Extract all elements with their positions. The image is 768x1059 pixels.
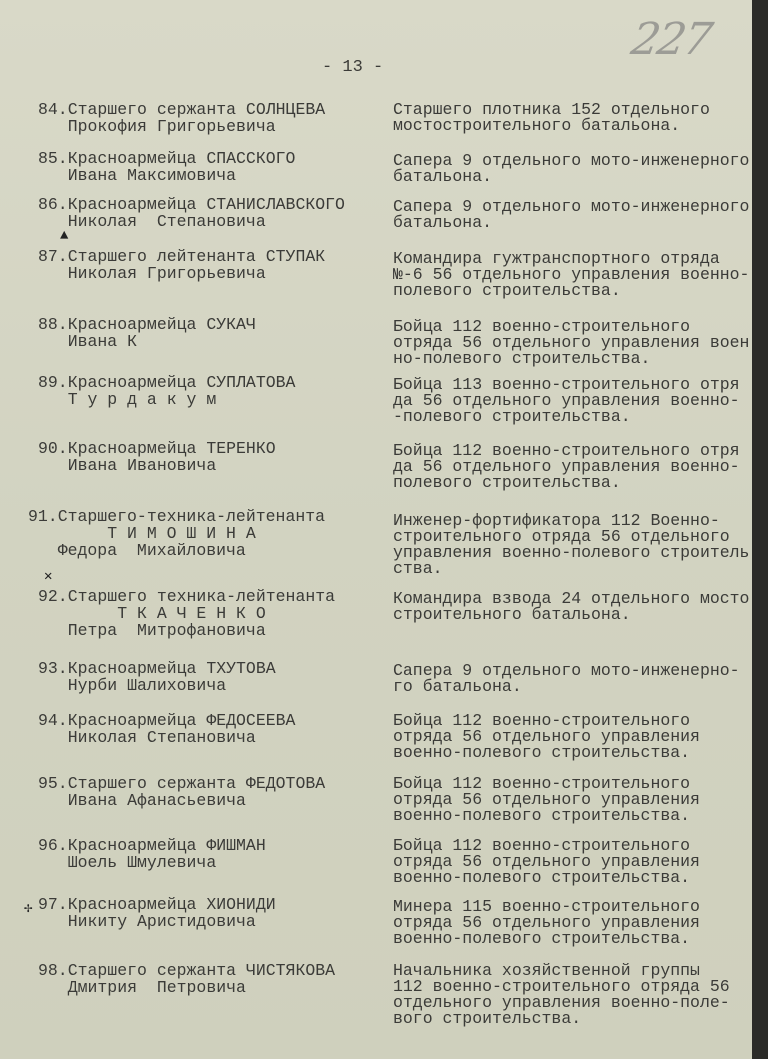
recipient-position: Бойца 112 военно-строительного (393, 317, 691, 336)
recipient-rank-surname: 87.Старшего лейтенанта СТУПАК (38, 247, 326, 266)
recipient-position: полевого строительства. (393, 281, 621, 300)
recipient-position: Командира взвода 24 отдельного мосто (393, 589, 750, 608)
recipient-name: Т у р д а к у м (38, 390, 217, 409)
recipient-position: строительного батальона. (393, 605, 631, 624)
recipient-rank-surname: 97.Красноармейца ХИОНИДИ (38, 895, 276, 914)
recipient-position: батальона. (393, 213, 493, 232)
recipient-position: строительного отряда 56 отдельного (393, 527, 730, 546)
recipient-rank-surname: 85.Красноармейца СПАССКОГО (38, 149, 296, 168)
recipient-position: военно-полевого строительства. (393, 868, 691, 887)
recipient-rank-surname: 98.Старшего сержанта ЧИСТЯКОВА (38, 961, 336, 980)
recipient-position: полевого строительства. (393, 473, 621, 492)
recipient-name: Прокофия Григорьевича (38, 117, 276, 136)
recipient-name: Ивана К (38, 332, 138, 351)
recipient-position: отряда 56 отдельного управления (393, 790, 700, 809)
recipient-name: Нурби Шалиховича (38, 676, 227, 695)
recipient-position: отряда 56 отдельного управления (393, 727, 700, 746)
recipient-position: ства. (393, 559, 443, 578)
recipient-name: Т И М О Ш И Н А (28, 524, 256, 543)
recipient-name: Федора Михайловича (28, 541, 246, 560)
recipient-name: Ивана Максимовича (38, 166, 237, 185)
recipient-rank-surname: 92.Старшего техника-лейтенанта (38, 587, 336, 606)
recipient-name: Ивана Афанасьевича (38, 791, 246, 810)
handwritten-sheet-number: 227 (627, 14, 715, 65)
recipient-position: Инженер-фортификатора 112 Военно- (393, 511, 720, 530)
recipient-rank-surname: 88.Красноармейца СУКАЧ (38, 315, 256, 334)
recipient-position: управления военно-полевого строитель (393, 543, 750, 562)
recipient-rank-surname: 91.Старшего-техника-лейтенанта (28, 507, 326, 526)
recipient-name: Дмитрия Петровича (38, 978, 246, 997)
recipient-rank-surname: 90.Красноармейца ТЕРЕНКО (38, 439, 276, 458)
recipient-position: 112 военно-строительного отряда 56 (393, 977, 730, 996)
recipient-position: военно-полевого строительства. (393, 806, 691, 825)
recipient-name: Николая Степановича (38, 212, 266, 231)
recipient-position: №-6 56 отдельного управления военно- (393, 265, 750, 284)
recipient-position: -полевого строительства. (393, 407, 631, 426)
recipient-position: мостостроительного батальона. (393, 116, 681, 135)
recipient-position: отряда 56 отдельного управления (393, 913, 700, 932)
recipient-name: Николая Григорьевича (38, 264, 266, 283)
recipient-rank-surname: 84.Старшего сержанта СОЛНЦЕВА (38, 100, 326, 119)
recipient-position: Сапера 9 отдельного мото-инженерного (393, 151, 750, 170)
recipient-rank-surname: 93.Красноармейца ТХУТОВА (38, 659, 276, 678)
paper-edge-shadow (752, 0, 768, 1059)
recipient-position: Бойца 112 военно-строительного (393, 711, 691, 730)
margin-mark-icon: ▲ (60, 228, 69, 244)
recipient-position: но-полевого строительства. (393, 349, 651, 368)
recipient-position: Бойца 113 военно-строительного отря (393, 375, 740, 394)
recipient-position: Начальника хозяйственной группы (393, 961, 700, 980)
recipient-position: го батальона. (393, 677, 522, 696)
recipient-position: Бойца 112 военно-строительного (393, 836, 691, 855)
recipient-position: военно-полевого строительства. (393, 743, 691, 762)
recipient-rank-surname: 95.Старшего сержанта ФЕДОТОВА (38, 774, 326, 793)
margin-mark-icon: ✢ (24, 901, 33, 917)
recipient-position: отряда 56 отдельного управления воен (393, 333, 750, 352)
recipient-position: Бойца 112 военно-строительного (393, 774, 691, 793)
recipient-rank-surname: 94.Красноармейца ФЕДОСЕЕВА (38, 711, 296, 730)
recipient-rank-surname: 96.Красноармейца ФИШМАН (38, 836, 266, 855)
recipient-name: Ивана Ивановича (38, 456, 217, 475)
recipient-name: Никиту Аристидовича (38, 912, 256, 931)
recipient-position: Старшего плотника 152 отдельного (393, 100, 710, 119)
recipient-position: Сапера 9 отдельного мото-инженерного (393, 197, 750, 216)
recipient-position: отряда 56 отдельного управления (393, 852, 700, 871)
recipient-name: Т К А Ч Е Н К О (38, 604, 266, 623)
recipient-name: Петра Митрофановича (38, 621, 266, 640)
recipient-position: военно-полевого строительства. (393, 929, 691, 948)
recipient-position: Минера 115 военно-строительного (393, 897, 700, 916)
recipient-position: да 56 отдельного управления военно- (393, 457, 740, 476)
recipient-position: вого строительства. (393, 1009, 582, 1028)
recipient-position: да 56 отдельного управления военно- (393, 391, 740, 410)
recipient-name: Николая Степановича (38, 728, 256, 747)
recipient-rank-surname: 86.Красноармейца СТАНИСЛАВСКОГО (38, 195, 345, 214)
recipient-rank-surname: 89.Красноармейца СУПЛАТОВА (38, 373, 296, 392)
recipient-position: Бойца 112 военно-строительного отря (393, 441, 740, 460)
page-number: - 13 - (322, 58, 384, 77)
margin-mark-icon: ✕ (44, 569, 53, 585)
recipient-position: отдельного управления военно-поле- (393, 993, 730, 1012)
recipient-position: Командира гужтранспортного отряда (393, 249, 720, 268)
recipient-name: Шоель Шмулевича (38, 853, 217, 872)
recipient-position: Сапера 9 отдельного мото-инженерно- (393, 661, 740, 680)
recipient-position: батальона. (393, 167, 493, 186)
